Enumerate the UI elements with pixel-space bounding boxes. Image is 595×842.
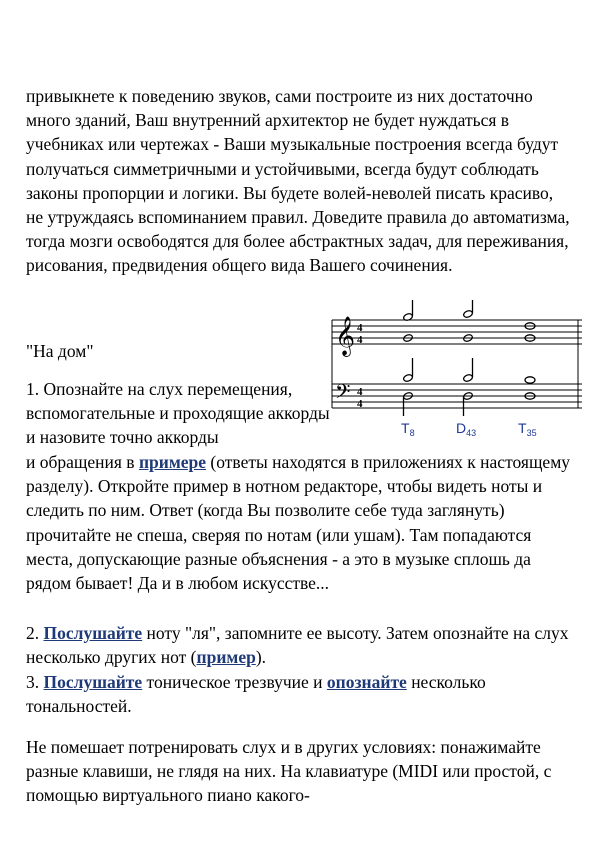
music-score [330, 300, 585, 440]
exercise-1-continued [26, 450, 571, 595]
bass-clef-icon: 𝄢 [335, 380, 351, 408]
time-sig-bass-bottom: 4 [357, 398, 363, 410]
exercise-1-pre: и обращения в [26, 452, 139, 472]
treble-staff [332, 320, 582, 344]
exercise-2-number: 2. [26, 623, 44, 643]
chord-1-bass [403, 358, 414, 416]
bass-staff [332, 384, 582, 408]
identify-link[interactable]: опознайте [326, 672, 407, 692]
chord-2-treble [463, 300, 474, 342]
treble-clef-icon: 𝄞 [335, 316, 356, 356]
time-sig-treble-top: 4 [357, 322, 363, 334]
exercise-3-end: несколько тональностей. [26, 672, 486, 717]
listen-tonic-link[interactable]: Послушайте [43, 672, 143, 692]
closing-paragraph: Не помешает потренировать слух и в других условиях: понажимайте разные клавиши, не глядя на них. На клавиатуре (MIDI или простой, с помощью виртуального пиано какого- [26, 737, 552, 806]
note-example-link[interactable]: пример [196, 647, 256, 668]
chord-label-3: $T_{35}$ [518, 420, 537, 438]
exercise-1-post: (ответы находятся в приложениях к настоящему разделу). Откройте пример в нотном редакторе, чтобы видеть ноты и следить по ним. Ответ (когда Вы позволите себе туда заглянуть) прочитайте не спеша, сверяя по нотам (или ушам). Там попадаются места, допускающие разные объяснения - а это в музыке сплошь да рядом бывает! Да и в любом искусстве... [26, 452, 571, 594]
time-sig-treble-bottom: 4 [357, 334, 363, 346]
chord-2-bass [463, 358, 474, 416]
listen-link[interactable]: Послушайте [43, 623, 143, 643]
exercise-1-start: 1. Опознайте на слух перемещения, вспомогательные и проходящие аккорды и назовите точно аккорды [26, 379, 330, 448]
exercise-3-text: тоническое трезвучие и [142, 672, 327, 692]
chord-1-treble [403, 300, 414, 342]
chord-label-2: $D_{43}$ [456, 420, 477, 438]
example-link[interactable]: примере [138, 452, 207, 472]
exercise-2 [26, 621, 571, 669]
exercise-2-text: ноту "ля", запомните ее высоту. Затем опознайте на слух несколько других нот ( [26, 623, 569, 668]
intro-paragraph: привыкнете к поведению звуков, сами построите из них достаточно много зданий, Ваш внутренний архитектор не будет нуждаться в учебниках или чертежах - Ваши музыкальные построения всегда будут получаться симметричными и устойчивыми, всегда будут соблюдать законы пропорции и логики. Вы будете волей-неволей писать красиво, не утруждаясь вспоминанием правил. Доведите правила до автоматизма, тогда мозги освободятся для более абстрактных задач, для переживания, рисования, предвидения общего вида Вашего сочинения. [26, 86, 570, 276]
exercise-3-number: 3. [26, 672, 44, 692]
score-svg [330, 300, 585, 440]
chord-label-1: $T_8$ [401, 420, 415, 438]
exercise-2-end: ). [255, 647, 267, 668]
homework-heading: "На дом" [26, 341, 94, 361]
exercise-3 [26, 670, 571, 718]
time-sig-bass-top: 4 [357, 386, 363, 398]
